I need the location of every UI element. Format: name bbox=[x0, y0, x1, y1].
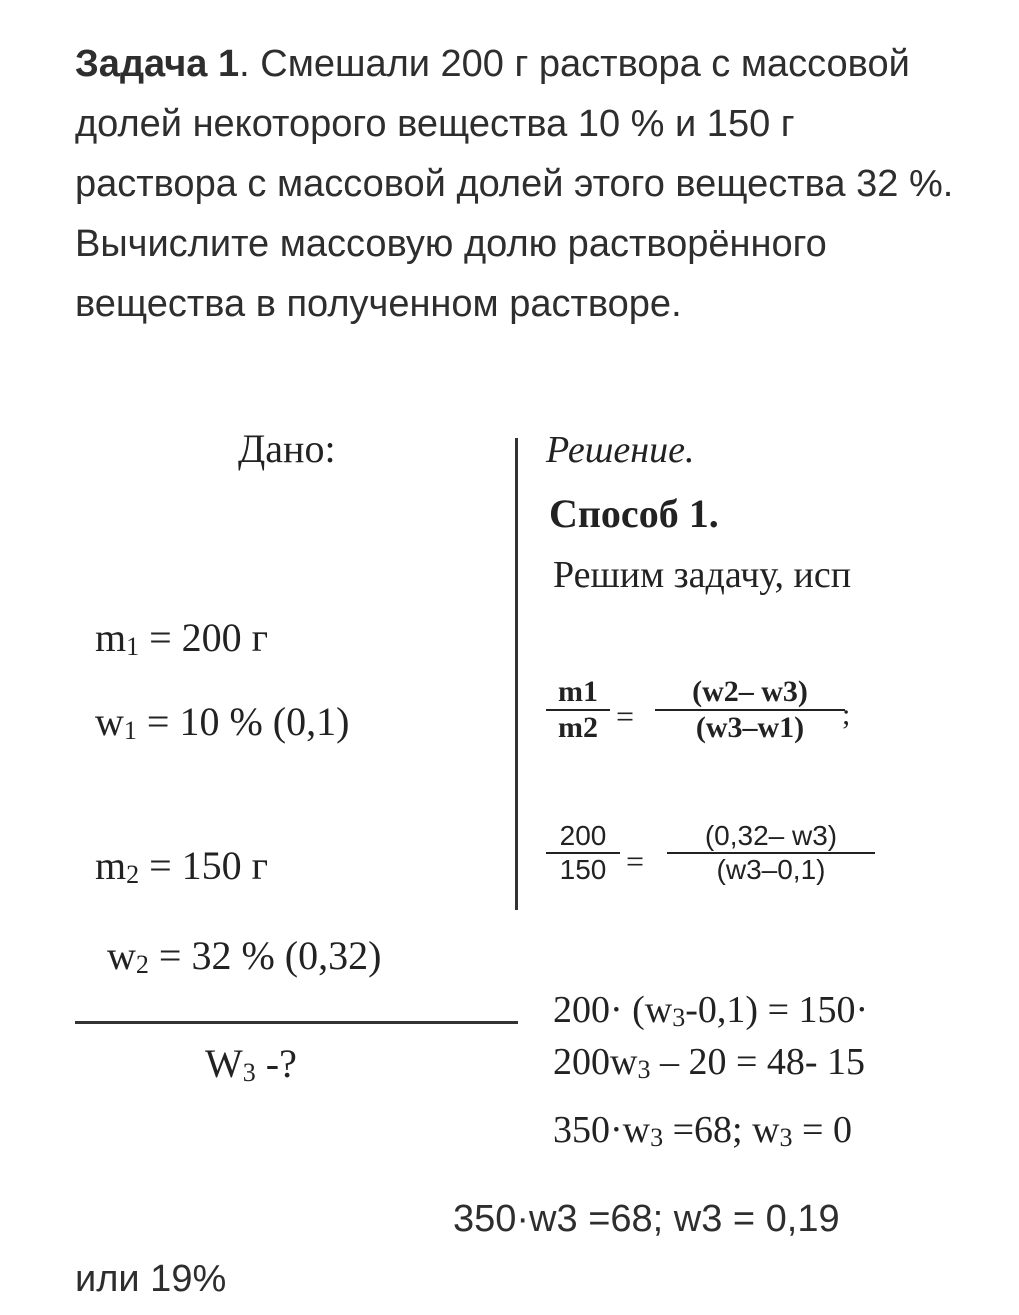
answer-line-1: 350·w3 =68; w3 = 0,19 bbox=[453, 1198, 840, 1240]
solution-line-1: $200\cdot (w_3-0,1) = 150\cdot$ bbox=[553, 989, 869, 1032]
given-title: Дано: bbox=[238, 426, 336, 471]
fraction-numerator: (0,32– w3) bbox=[704, 820, 838, 851]
given-m1: $m_1 = 200$ г bbox=[95, 615, 269, 661]
solution-line-2: $200w_3 - 20 = 48-$ 15 bbox=[553, 1041, 866, 1084]
equals-sign: = bbox=[626, 843, 645, 879]
task-label: Задача 1 bbox=[75, 43, 240, 85]
answer-line-2: или 19% bbox=[75, 1258, 227, 1300]
column-divider bbox=[515, 438, 518, 910]
given-w2: $w_2 = 32$ % (0,32) bbox=[107, 933, 382, 979]
given-find: $W_3$ -? bbox=[205, 1041, 297, 1087]
equals-sign: = bbox=[616, 698, 635, 734]
fraction-numerator: m1 bbox=[558, 675, 598, 708]
solution-line-3: $350\cdot w_3 =68$; $w_3 = 0$ bbox=[553, 1109, 852, 1152]
given-m2: $m_2 = 150$ г bbox=[95, 843, 269, 889]
fraction-denominator: 150 bbox=[559, 854, 607, 885]
task-body: . Смешали 200 г раствора с массовой долей некоторого вещества 10 % и 150 г раствора с массовой долей этого вещества 32 %. Вычислите массовую долю растворённого вещества в полученном растворе. bbox=[75, 43, 954, 325]
formula-semicolon: ; bbox=[842, 698, 851, 731]
fraction-w-ratio bbox=[655, 675, 845, 745]
fraction-values bbox=[667, 820, 875, 886]
fraction-denominator: (w3–0,1) bbox=[716, 854, 826, 885]
fraction-m1-m2 bbox=[546, 675, 610, 745]
given-divider bbox=[75, 1021, 518, 1024]
solution-title: Решение. bbox=[546, 429, 695, 471]
task-text bbox=[75, 34, 955, 334]
fraction-denominator: m2 bbox=[558, 711, 598, 744]
fraction-numerator: 200 bbox=[559, 820, 607, 851]
solution-intro: Решим задачу, исп bbox=[553, 554, 852, 596]
fraction-denominator: (w3–w1) bbox=[695, 711, 805, 744]
fraction-numerator: (w2– w3) bbox=[692, 675, 808, 708]
method-heading: Способ 1. bbox=[549, 491, 719, 536]
fraction-200-150 bbox=[546, 820, 620, 886]
given-w1: $w_1 = 10$ % (0,1) bbox=[95, 699, 350, 745]
